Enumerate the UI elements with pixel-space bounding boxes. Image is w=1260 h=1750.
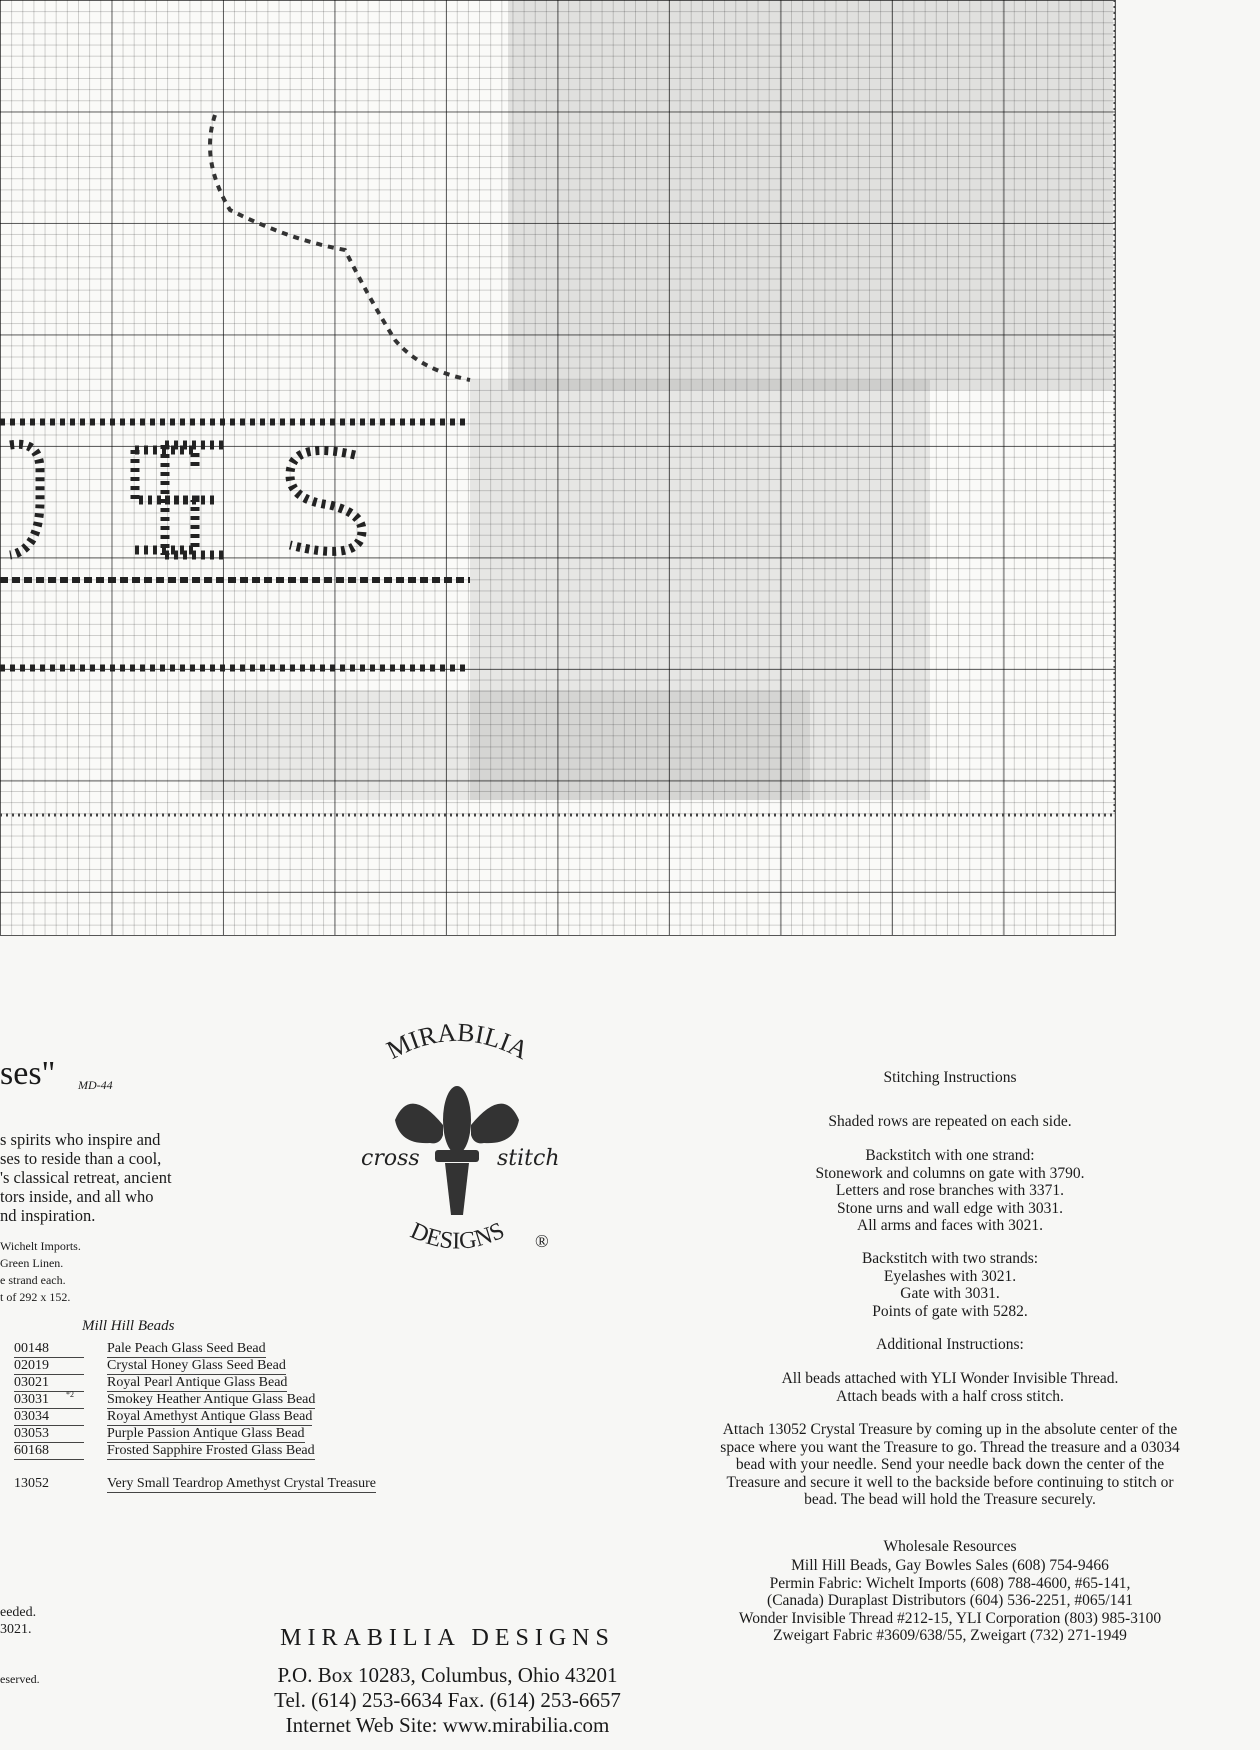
intro-line: ses to reside than a cool, bbox=[0, 1149, 162, 1168]
bead-attach-instructions bbox=[660, 1370, 1240, 1405]
instructions-heading: Stitching Instructions bbox=[883, 1069, 1017, 1086]
pattern-code: MD-44 bbox=[78, 1078, 113, 1092]
wholesale-resources bbox=[660, 1557, 1240, 1645]
logo-bottom-text: DESIGNS bbox=[406, 1217, 509, 1255]
backstitch-line: All arms and faces with 3021. bbox=[857, 1217, 1043, 1234]
vine-stem bbox=[210, 115, 470, 380]
company-name: MIRABILIA DESIGNS bbox=[280, 1625, 615, 1651]
beads-heading: Mill Hill Beads bbox=[82, 1318, 175, 1334]
wholesale-line: Zweigart Fabric #3609/638/55, Zweigart (732) 271-1949 bbox=[773, 1627, 1127, 1644]
intro-line: tors inside, and all who bbox=[0, 1187, 154, 1206]
instruction-line: bead with your needle. Send your needle back down the center of the bbox=[735, 1456, 1165, 1473]
backstitch-line: Stone urns and wall edge with 3031. bbox=[836, 1199, 1063, 1217]
company-website: Internet Web Site: www.mirabilia.com bbox=[285, 1713, 610, 1737]
cross-stitch-chart-grid bbox=[0, 0, 1116, 936]
bead-code: 03053 bbox=[14, 1426, 84, 1443]
intro-line: s spirits who inspire and bbox=[0, 1130, 161, 1149]
instruction-line: bead. The bead will hold the Treasure securely. bbox=[804, 1491, 1096, 1508]
backstitch-line: Eyelashes with 3021. bbox=[883, 1267, 1017, 1285]
note-fragment: eeded. bbox=[0, 1605, 37, 1620]
bead-code: 03034 bbox=[14, 1409, 84, 1426]
wholesale-line: Mill Hill Beads, Gay Bowles Sales (608) 754-9466 bbox=[791, 1557, 1109, 1574]
logo-top-text: MIRABILIA bbox=[381, 1017, 534, 1066]
intro-line: 's classical retreat, ancient bbox=[0, 1168, 172, 1187]
treasure-instructions bbox=[660, 1421, 1240, 1509]
bead-name: Royal Pearl Antique Glass Bead bbox=[107, 1375, 288, 1390]
fabric-line: Wichelt Imports. bbox=[0, 1239, 81, 1253]
bead-note: *2 bbox=[66, 1390, 74, 1399]
backstitch-heading: Backstitch with two strands: bbox=[861, 1250, 1039, 1267]
fabric-line: t of 292 x 152. bbox=[0, 1290, 71, 1304]
wholesale-line: Wonder Invisible Thread #212-15, YLI Corporation (803) 985-3100 bbox=[738, 1609, 1162, 1627]
bead-code: 03031 bbox=[14, 1392, 84, 1409]
backstitch-line: Points of gate with 5282. bbox=[872, 1302, 1028, 1320]
wholesale-line: Permin Fabric: Wichelt Imports (608) 788-4600, #65-141, bbox=[769, 1574, 1131, 1592]
backstitch-line: Gate with 3031. bbox=[900, 1285, 1000, 1302]
bead-code: 03021 bbox=[14, 1375, 84, 1392]
bead-name: Smokey Heather Antique Glass Bead bbox=[107, 1392, 316, 1407]
additional-heading: Additional Instructions: bbox=[876, 1336, 1024, 1353]
intro-line: nd inspiration. bbox=[0, 1206, 96, 1225]
copyright-fragment: eserved. bbox=[0, 1672, 40, 1686]
instruction-line: Attach 13052 Crystal Treasure by coming up in the absolute center of the bbox=[722, 1421, 1178, 1438]
bead-name: Pale Peach Glass Seed Bead bbox=[107, 1341, 266, 1356]
wholesale-heading: Wholesale Resources bbox=[883, 1538, 1017, 1555]
bead-name: Royal Amethyst Antique Glass Bead bbox=[107, 1409, 313, 1424]
bead-name: Crystal Honey Glass Seed Bead bbox=[107, 1358, 286, 1373]
bead-code: 13052 bbox=[14, 1476, 49, 1491]
company-phone: Tel. (614) 253-6634 Fax. (614) 253-6657 bbox=[274, 1688, 621, 1712]
backstitch-line: Letters and rose branches with 3371. bbox=[835, 1182, 1065, 1199]
shaded-rows-note: Shaded rows are repeated on each side. bbox=[828, 1113, 1072, 1130]
symbol-region-ground bbox=[200, 690, 810, 800]
backstitch-heading: Backstitch with one strand: bbox=[865, 1147, 1035, 1164]
pattern-intro bbox=[0, 1130, 215, 1225]
instruction-line: space where you want the Treasure to go. Thread the treasure and a 03034 bbox=[720, 1438, 1180, 1456]
fabric-line: e strand each. bbox=[0, 1273, 66, 1287]
symbol-region-figure bbox=[508, 0, 1113, 390]
wholesale-line: (Canada) Duraplast Distributors (604) 536-2251, #065/141 bbox=[767, 1592, 1133, 1609]
fabric-info bbox=[0, 1238, 81, 1306]
company-address: P.O. Box 10283, Columbus, Ohio 43201 bbox=[277, 1663, 618, 1687]
bead-code: 00148 bbox=[14, 1341, 84, 1358]
bead-code: 60168 bbox=[14, 1443, 84, 1460]
bead-name: Purple Passion Antique Glass Bead bbox=[107, 1426, 305, 1441]
backstitch-one-strand bbox=[660, 1147, 1240, 1235]
registered-mark: ® bbox=[535, 1231, 549, 1251]
instruction-line: All beads attached with YLI Wonder Invisible Thread. bbox=[781, 1370, 1119, 1387]
bead-name: Very Small Teardrop Amethyst Crystal Treasure bbox=[107, 1476, 377, 1491]
logo-script-left: cross bbox=[361, 1146, 420, 1171]
backstitch-line: Stonework and columns on gate with 3790. bbox=[815, 1164, 1085, 1182]
note-fragment: 3021. bbox=[0, 1622, 32, 1637]
fabric-line: Green Linen. bbox=[0, 1256, 64, 1270]
instruction-line: Treasure and secure it well to the backside before continuing to stitch or bbox=[726, 1473, 1174, 1491]
instruction-line: Attach beads with a half cross stitch. bbox=[836, 1387, 1064, 1405]
company-contact bbox=[200, 1663, 695, 1738]
mirabilia-logo bbox=[355, 1015, 560, 1275]
lettering-motif bbox=[10, 444, 362, 555]
backstitch-two-strands bbox=[660, 1250, 1240, 1320]
bead-name: Frosted Sapphire Frosted Glass Bead bbox=[107, 1443, 315, 1458]
logo-script-right: stitch bbox=[497, 1146, 560, 1171]
bead-code: 02019 bbox=[14, 1358, 84, 1375]
pattern-title: ses" bbox=[0, 1055, 56, 1092]
chart-symbols bbox=[0, 0, 1115, 935]
